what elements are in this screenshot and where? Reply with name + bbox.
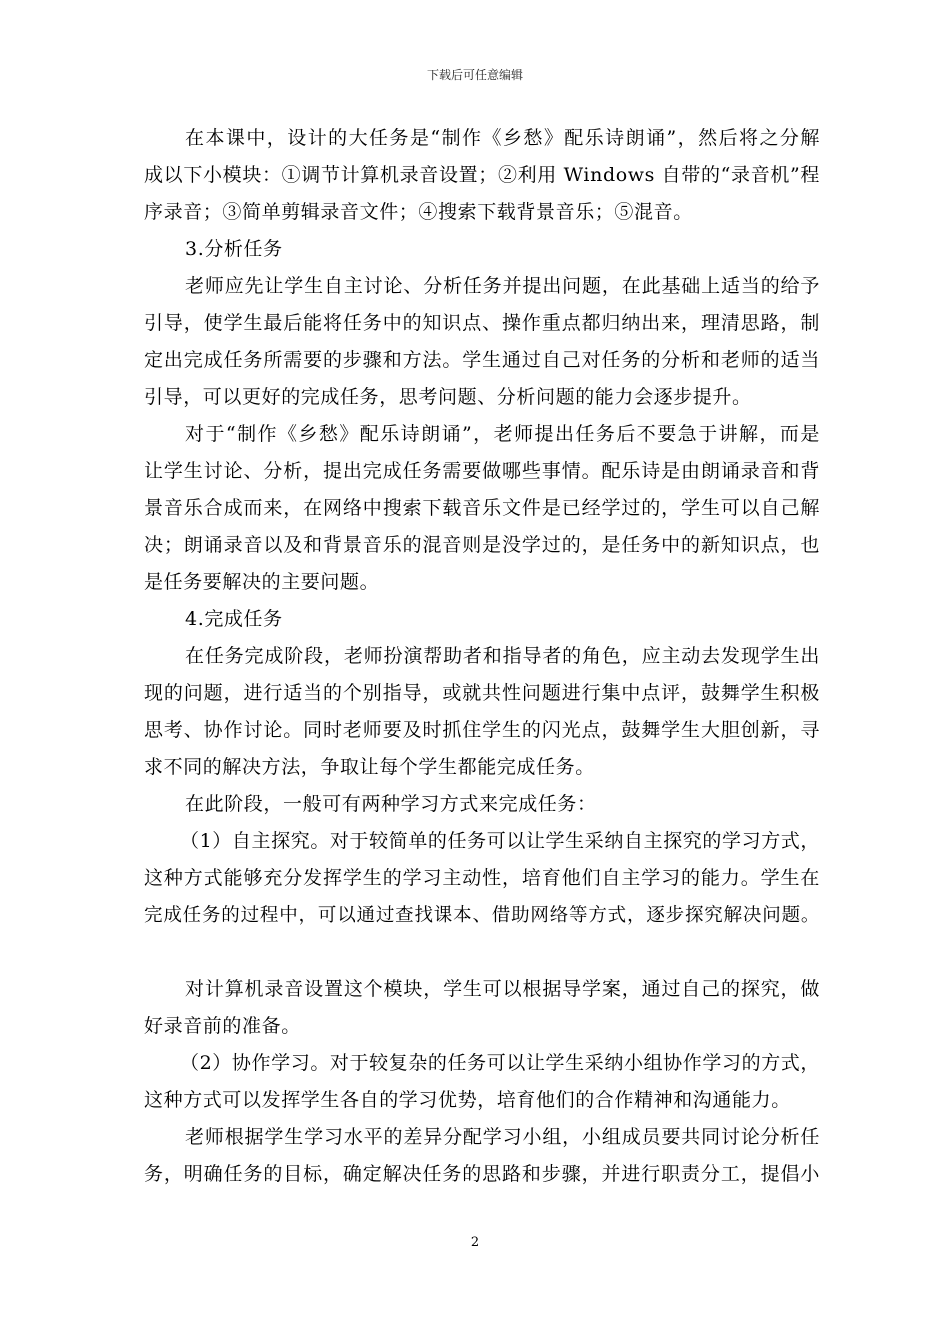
paragraph-line: 对于“制作《乡愁》配乐诗朗诵”，老师提出任务后不要急于讲解，而是 (185, 423, 820, 445)
page-header: 下载后可任意编辑 (426, 68, 523, 82)
paragraph-line: 序录音；③简单剪辑录音文件；④搜索下载背景音乐；⑤混音。 (144, 201, 693, 223)
section-heading: 3.分析任务 (185, 238, 283, 260)
paragraph-line: 求不同的解决方法，争取让每个学生都能完成任务。 (144, 756, 595, 778)
paragraph-line: 这种方式可以发挥学生各自的学习优势，培育他们的合作精神和沟通能力。 (144, 1089, 791, 1111)
paragraph-line: （1）自主探究。对于较简单的任务可以让学生采纳自主探究的学习方式， (180, 830, 820, 852)
paragraph-line: 在此阶段，一般可有两种学习方式来完成任务： (185, 793, 597, 815)
section-heading: 4.完成任务 (185, 608, 283, 630)
paragraph-line: 对计算机录音设置这个模块，学生可以根据导学案，通过自己的探究，做 (185, 978, 820, 1000)
document-body (144, 120, 820, 1193)
paragraph-line: 完成任务的过程中，可以通过查找课本、借助网络等方式，逐步探究解决问题。 (144, 905, 820, 926)
paragraph-line: 让学生讨论、分析，提出完成任务需要做哪些事情。配乐诗是由朗诵录音和背 (144, 460, 820, 482)
paragraph-line: 老师应先让学生自主讨论、分析任务并提出问题，在此基础上适当的给予 (185, 275, 820, 297)
paragraph-line: 老师根据学生学习水平的差异分配学习小组，小组成员要共同讨论分析任 (185, 1126, 820, 1148)
paragraph-line: 引导，可以更好的完成任务，思考问题、分析问题的能力会逐步提升。 (144, 386, 752, 408)
paragraph-line: 景音乐合成而来，在网络中搜索下载音乐文件是已经学过的，学生可以自己解 (144, 497, 820, 519)
paragraph-line: 定出完成任务所需要的步骤和方法。学生通过自己对任务的分析和老师的适当 (144, 349, 820, 371)
paragraph-line: （2）协作学习。对于较复杂的任务可以让学生采纳小组协作学习的方式， (180, 1052, 820, 1074)
paragraph-line: 成以下小模块：①调节计算机录音设置；②利用 Windows 自带的“录音机”程 (144, 164, 820, 186)
paragraph-line: 务，明确任务的目标，确定解决任务的思路和步骤，并进行职责分工，提倡小 (144, 1163, 820, 1185)
paragraph-line: 决；朗诵录音以及和背景音乐的混音则是没学过的，是任务中的新知识点，也 (144, 534, 820, 556)
paragraph-line: 在本课中，设计的大任务是“制作《乡愁》配乐诗朗诵”，然后将之分解 (185, 127, 820, 149)
paragraph-line: 好录音前的准备。 (144, 1015, 301, 1037)
paragraph-line: 思考、协作讨论。同时老师要及时抓住学生的闪光点，鼓舞学生大胆创新，寻 (144, 719, 820, 741)
paragraph-line: 引导，使学生最后能将任务中的知识点、操作重点都归纳出来，理清思路，制 (144, 312, 820, 334)
paragraph-line: 这种方式能够充分发挥学生的学习主动性，培育他们自主学习的能力。学生在 (144, 867, 820, 889)
paragraph-line: 在任务完成阶段，老师扮演帮助者和指导者的角色，应主动去发现学生出 (185, 645, 820, 667)
blank-line (144, 934, 820, 971)
page-number: 2 (470, 1235, 480, 1250)
paragraph-line: 现的问题，进行适当的个别指导，或就共性问题进行集中点评，鼓舞学生积极 (144, 682, 820, 704)
paragraph-line: 是任务要解决的主要问题。 (144, 571, 380, 593)
